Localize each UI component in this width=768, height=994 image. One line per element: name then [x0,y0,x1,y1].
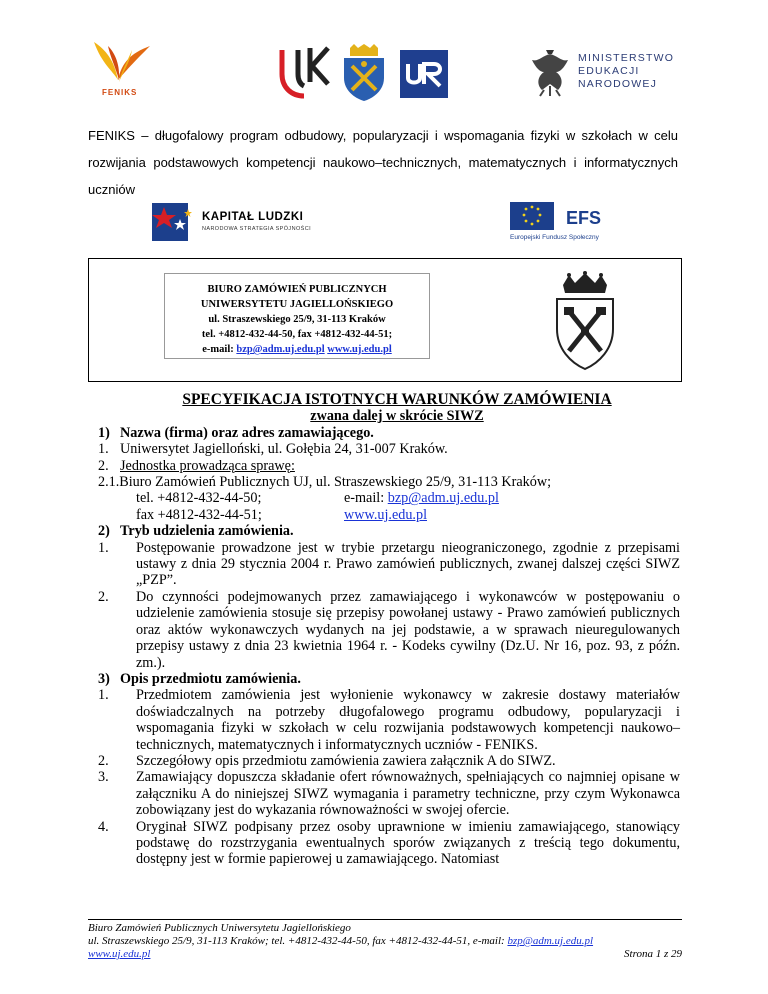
efs-text: EFS [566,208,602,228]
kapital-ludzki-text: KAPITAŁ LUDZKI [202,211,304,223]
section-2-item-2-text: Do czynności podejmowanych przez zamawiającego i wykonawców w postępowaniu o udzielenie zamówienia stosuje się przepisy powołanej ustawy - Prawo zamówień publicznych oraz aktów wykonawczych wydanych na jej podstawie, a w sprawach nieuregulowanych przepisy ustawy z dnia 23 kwietnia 1964 r. - Kodeks cywilny (Dz.U. Nr 16, poz. 93, z późn. zm.). [136,588,680,671]
doc-subtitle: zwana dalej w skrócie SIWZ [310,408,484,425]
program-intro: FENIKS – długofalowy program odbudowy, popularyzacji i wspomagania fizyki w szkołach w celu rozwijania podstawowych kompetencji naukowo–technicznych, matematycznych i informatycznych uczniów [88,128,678,197]
footer-address: ul. Straszewskiego 25/9, 31-113 Kraków; tel. +4812-432-44-50, fax +4812-432-44-51, e-mail: [88,935,508,947]
section-3-heading [98,670,680,687]
feniks-bird-icon [88,40,154,88]
feniks-logo [88,40,154,102]
section-2-item-2-number: 2. [98,588,109,605]
section-2-item-1-text: Postępowanie prowadzone jest w trybie przetargu nieograniczonego, zgodnie z przepisami ustawy z dnia 29 stycznia 2004 r. Prawo zamówień publicznych, zwanej dalszej części SIWZ „PZP”. [136,539,680,589]
section-3-item-4 [98,818,680,868]
bzp-email-label: e-mail: [202,344,234,355]
section-1-item-2-number: 2. [98,457,109,474]
bzp-header-box [88,258,682,382]
section-3-item-2-text: Szczegółowy opis przedmiotu zamówienia zawiera załącznik A do SIWZ. [136,752,556,769]
page-number: Strona 1 z 29 [624,948,682,960]
section-3-item-3-text: Zamawiający dopuszcza składanie ofert równoważnych, spełniających co najmniej opisane w załączniku A do niniejszej SIWZ wymagania i parametry techniczne, przy czym Wykonawca zobowiązany jest do wykazania równoważności w swojej ofercie. [136,769,680,819]
footer-line-2 [88,935,682,948]
contact-www-link[interactable]: www.uj.edu.pl [344,506,428,523]
bzp-www-link[interactable]: www.uj.edu.pl [327,344,392,355]
section-2-item-2 [98,588,680,671]
section-1-item-1-text: Uniwersytet Jagielloński, ul. Gołębia 24, 31-007 Kraków. [120,441,448,458]
bzp-line-2: UNIWERSYTETU JAGIELLOŃSKIEGO [200,299,394,310]
footer-divider [88,919,682,920]
section-1-item-1-number: 1. [98,441,109,458]
eagle-icon [528,46,572,98]
bzp-address-box [164,273,430,359]
bzp-email-link[interactable]: bzp@adm.uj.edu.pl [236,344,325,355]
footer-line-1: Biuro Zamówień Publicznych Uniwersytetu Jagiellońskiego [88,922,351,934]
men-logo [528,46,708,98]
page-footer [88,922,682,961]
contact-line-fax [136,507,680,523]
men-logo-text [578,52,674,91]
contact-email-link[interactable]: bzp@adm.uj.edu.pl [387,490,499,507]
men-line-2: EDUKACJI [578,65,640,77]
section-3-item-3 [98,769,680,819]
uj-crest-icon [549,271,621,371]
footer-email-link[interactable]: bzp@adm.uj.edu.pl [507,935,594,947]
section-3-number: 3) [98,670,110,687]
section-2-heading [98,523,680,540]
section-2-item-1-number: 1. [98,539,109,556]
efs-subtext: Europejski Fundusz Społeczny [510,234,599,241]
contact-tel: tel. +4812-432-44-50; [136,490,262,507]
section-1-number: 1) [98,424,110,441]
section-2-item-1 [98,539,680,589]
section-1-title: Nazwa (firma) oraz adres zamawiającego. [120,424,374,441]
section-3-item-3-number: 3. [98,769,109,786]
uk-logo [276,44,332,100]
contact-line-tel [136,490,680,506]
section-1-item-1 [98,441,680,458]
doc-title: SPECYFIKACJA ISTOTNYCH WARUNKÓW ZAMÓWIENIA [182,391,612,408]
men-line-3: NARODOWEJ [578,78,658,90]
footer-line-3 [88,948,682,961]
section-1-heading [98,424,680,441]
section-3-item-2-number: 2. [98,752,109,769]
section-3-item-2 [98,752,680,769]
section-1-item-2-text: Jednostka prowadząca sprawę: [120,457,295,474]
section-3-item-1-number: 1. [98,687,109,704]
contact-fax: fax +4812-432-44-51; [136,506,262,523]
kapital-ludzki-stars-icon [150,197,198,245]
kapital-ludzki-subtext: NARODOWA STRATEGIA SPÓJNOŚCI [202,226,311,232]
section-3-title: Opis przedmiotu zamówienia. [120,670,301,687]
bzp-line-5 [165,342,429,357]
siwz-body [98,391,680,868]
bzp-line-1: BIURO ZAMÓWIEŃ PUBLICZNYCH [207,284,387,295]
section-3-item-1 [98,687,680,753]
bzp-line-4: tel. +4812-432-44-50, fax +4812-432-44-51; [201,329,393,340]
feniks-logo-text: FENIKS [102,88,138,97]
section-1-item-2-1: 2.1.Biuro Zamówień Publicznych UJ, ul. Straszewskiego 25/9, 31-113 Kraków; [98,474,552,491]
men-line-1: MINISTERSTWO [578,52,675,64]
section-1-item-2 [98,457,680,474]
efs-logo [508,198,628,248]
section-2-number: 2) [98,523,110,540]
kapital-ludzki-logo [150,197,320,245]
section-3-item-4-text: Oryginał SIWZ podpisany przez osoby uprawnione w imieniu zamawiającego, stanowiący podstawę do rozstrzygania ewentualnych sporów związanych z treścią tego dokumentu, dostępny jest w formie papierowej u zamawiającego. Natomiast [136,818,680,868]
section-3-item-1-text: Przedmiotem zamówienia jest wyłonienie wykonawcy w zakresie dostawy materiałów doświadczalnych na potrzeby długofalowego programu odbudowy, popularyzacji i wspomagania fizyki w szkołach w celu rozwijania podstawowych kompetencji naukowo–technicznych, matematycznych i informatycznych uczniów - FENIKS. [136,687,680,753]
ur-logo [400,50,448,98]
section-2-title: Tryb udzielenia zamówienia. [120,523,294,540]
bzp-line-3: ul. Straszewskiego 25/9, 31-113 Kraków [208,314,386,325]
contact-email-label: e-mail: [344,490,388,507]
footer-www-link[interactable]: www.uj.edu.pl [88,948,151,960]
section-3-item-4-number: 4. [98,818,109,835]
krakow-crest-icon [340,44,388,102]
